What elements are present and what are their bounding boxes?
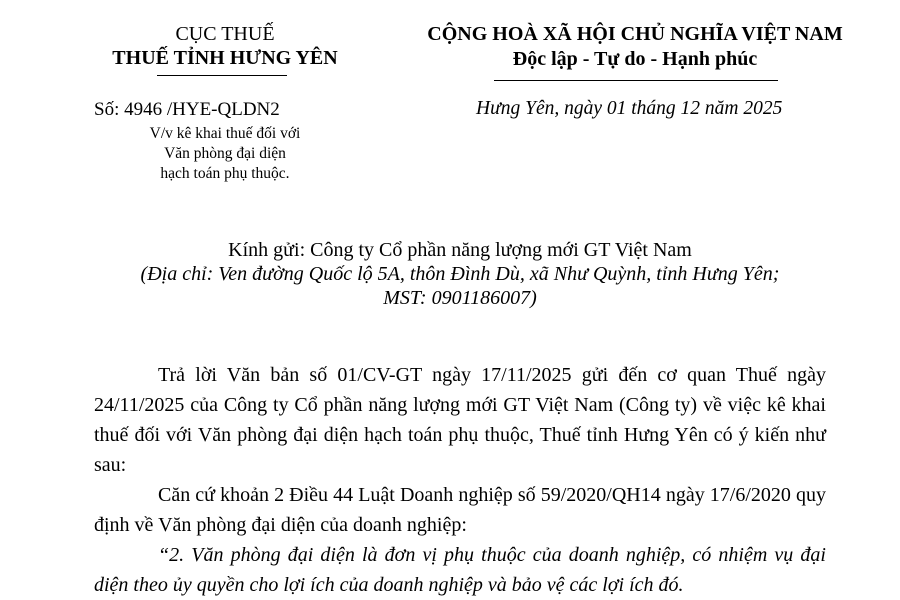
national-motto: Độc lập - Tự do - Hạnh phúc xyxy=(512,48,758,70)
issuing-agency-block xyxy=(60,22,390,70)
national-title: CỘNG HOÀ XÃ HỘI CHỦ NGHĨA VIỆT NAM xyxy=(427,23,843,45)
recipient-block xyxy=(100,238,820,310)
recipient-address: (Địa chỉ: Ven đường Quốc lộ 5A, thôn Đình Dù, xã Như Quỳnh, tỉnh Hưng Yên; xyxy=(140,263,780,285)
document-number: Số: 4946 /HYE-QLDN2 xyxy=(94,99,280,120)
body-quote-paragraph: “2. Văn phòng đại diện là đơn vị phụ thuộc của doanh nghiệp, có nhiệm vụ đại diện theo ủy quyền cho lợi ích của doanh nghiệp và bảo vệ các lợi ích đó. xyxy=(94,544,826,596)
place-date: Hưng Yên, ngày 01 tháng 12 năm 2025 xyxy=(476,98,783,119)
subject-line: Văn phòng đại diện xyxy=(164,145,286,162)
document-body xyxy=(94,360,826,600)
body-paragraph: Căn cứ khoản 2 Điều 44 Luật Doanh nghiệp số 59/2020/QH14 ngày 17/6/2020 quy định về Văn phòng đại diện của doanh nghiệp: xyxy=(94,484,826,536)
subject-line: V/v kê khai thuế đối với xyxy=(149,125,301,142)
document-subject xyxy=(60,124,390,184)
recipient-tax-code: MST: 0901186007) xyxy=(383,287,537,309)
agency-underline xyxy=(157,75,287,76)
recipient-line: Kính gửi: Công ty Cổ phần năng lượng mới GT Việt Nam xyxy=(228,239,692,261)
body-paragraph: Trả lời Văn bản số 01/CV-GT ngày 17/11/2025 gửi đến cơ quan Thuế ngày 24/11/2025 của Công ty Cổ phần năng lượng mới GT Việt Nam (Công ty) về việc kê khai thuế đối với Văn phòng đại diện hạch toán phụ thuộc, Thuế tỉnh Hưng Yên có ý kiến như sau: xyxy=(94,364,826,476)
motto-underline xyxy=(494,80,778,81)
agency-parent: CỤC THUẾ xyxy=(175,23,275,45)
national-heading-block xyxy=(400,22,870,72)
subject-line: hạch toán phụ thuộc. xyxy=(160,165,290,182)
agency-name: THUẾ TỈNH HƯNG YÊN xyxy=(112,47,338,69)
